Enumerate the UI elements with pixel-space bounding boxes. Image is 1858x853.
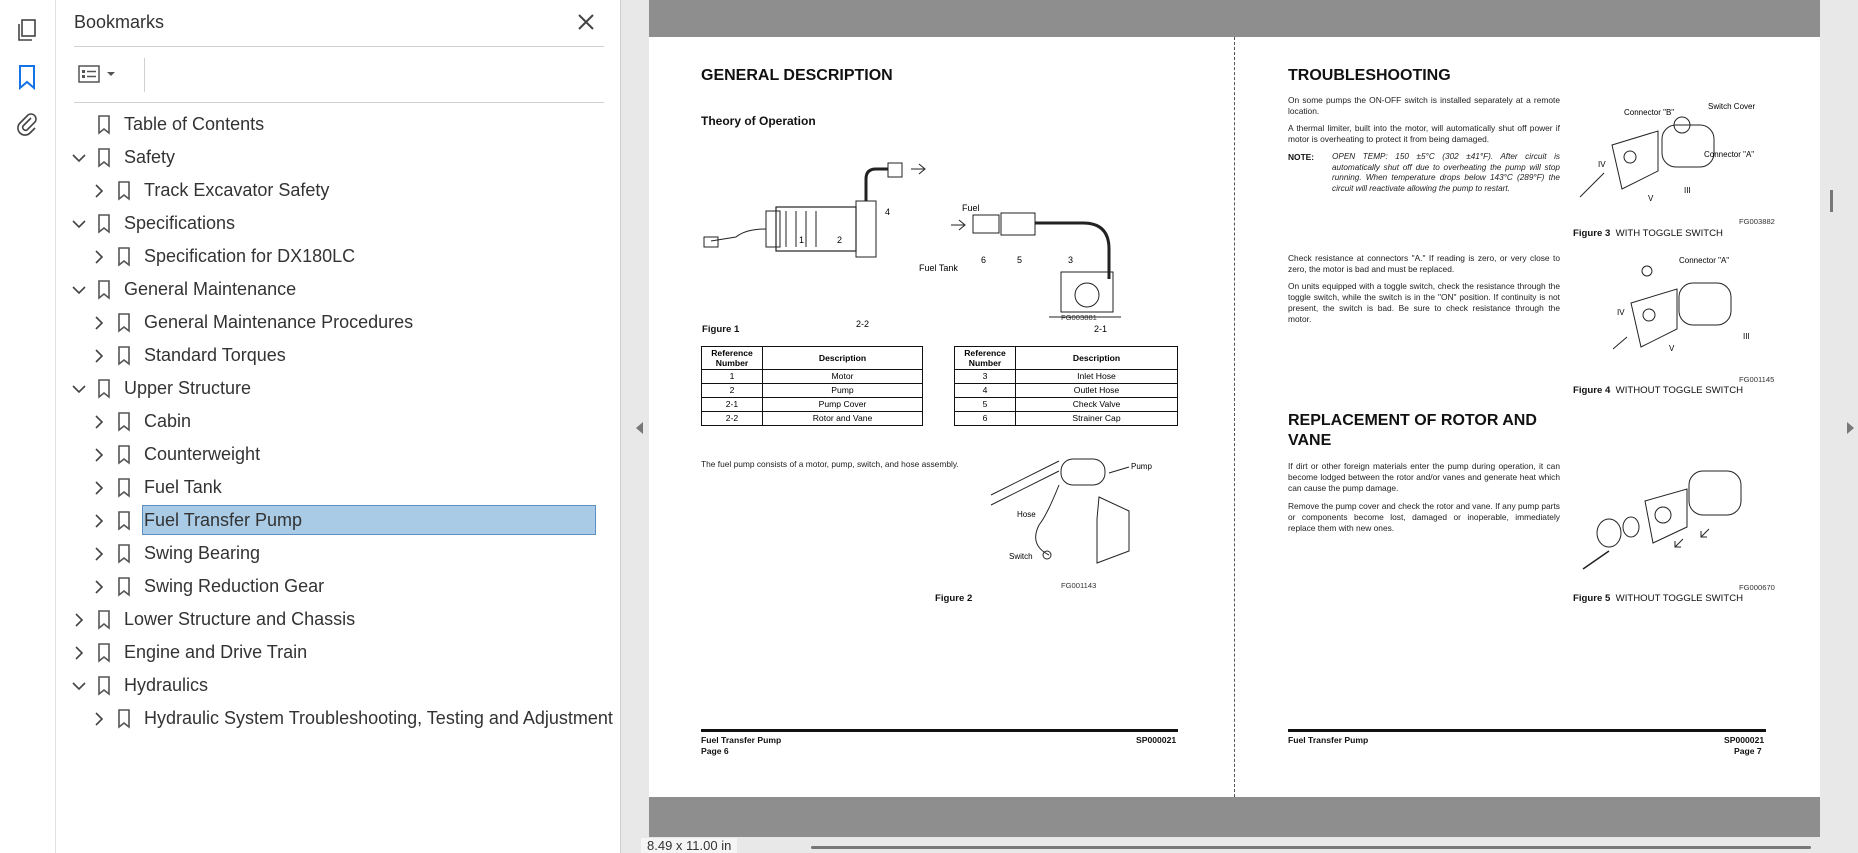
figure-3-diagram <box>1572 95 1772 215</box>
description-cell: Strainer Cap <box>1016 412 1178 426</box>
description-cell: Check Valve <box>1016 398 1178 412</box>
table1-header-ref: Reference Number <box>702 347 763 370</box>
bookmark-label: General Maintenance Procedures <box>144 312 414 332</box>
fig3-caption-text: WITH TOGGLE SWITCH <box>1615 228 1723 239</box>
figure-2-diagram <box>989 455 1189 565</box>
bookmark-icon <box>113 543 135 565</box>
chevron-right-icon[interactable] <box>88 543 110 565</box>
bookmark-icon <box>113 576 135 598</box>
table-row <box>955 384 1178 398</box>
figure-1-caption: Figure 1 <box>702 324 740 335</box>
table-row <box>702 370 923 384</box>
table-row <box>955 398 1178 412</box>
description-cell: Pump <box>763 384 923 398</box>
bookmark-tree <box>56 107 613 853</box>
fig1-label-2-2: 2-2 <box>856 319 870 329</box>
bookmark-icon <box>113 510 135 532</box>
chevron-right-icon[interactable] <box>88 246 110 268</box>
bookmark-item[interactable] <box>56 701 613 737</box>
bookmark-label: Counterweight <box>144 444 261 464</box>
reference-number-cell: 2-2 <box>702 412 763 426</box>
panel-toolbar <box>74 50 604 103</box>
fig3-label-switch-cover: Switch Cover <box>1708 102 1756 111</box>
chevron-down-icon[interactable] <box>68 675 90 697</box>
bookmark-icon <box>113 411 135 433</box>
fig1-code: FG003881 <box>1061 313 1097 322</box>
bookmark-label: Swing Reduction Gear <box>144 576 325 596</box>
chevron-right-icon[interactable] <box>88 411 110 433</box>
close-icon <box>577 13 595 31</box>
fig1-label-3: 3 <box>1068 255 1074 265</box>
theory-subheading: Theory of Operation <box>701 114 816 128</box>
fig1-label-5: 5 <box>1017 255 1023 265</box>
bookmark-item[interactable] <box>56 668 576 704</box>
bookmark-item[interactable] <box>56 107 576 143</box>
document-viewer[interactable] <box>620 0 1858 853</box>
figure-5-diagram <box>1579 459 1769 579</box>
fig3-label-v: V <box>1648 194 1654 203</box>
bookmark-item[interactable] <box>56 338 576 374</box>
troubleshooting-p3: Check resistance at connectors "A." If reading is zero, or very close to zero, the motor is bad and must be replaced. <box>1288 253 1560 274</box>
bookmark-options-button[interactable] <box>78 60 124 88</box>
fig1-label-6: 6 <box>981 255 987 265</box>
horizontal-scrollbar[interactable] <box>811 846 1811 849</box>
page-size-indicator: 8.49 x 11.00 in <box>641 838 737 853</box>
fig1-label-2-1: 2-1 <box>1094 324 1108 334</box>
bookmark-item[interactable] <box>56 470 576 506</box>
page-gap-bottom <box>649 797 1820 837</box>
bookmark-item[interactable] <box>56 239 576 275</box>
bookmark-icon <box>113 708 135 730</box>
bookmark-item[interactable] <box>56 371 576 407</box>
fig3-label-iii: III <box>1684 186 1691 195</box>
left-footer-title: Fuel Transfer Pump <box>701 735 782 745</box>
bookmark-icon <box>93 642 115 664</box>
bookmark-label: Upper Structure <box>124 378 252 398</box>
bookmark-label: Cabin <box>144 411 192 431</box>
table-row <box>702 398 923 412</box>
figure-4-caption <box>1573 385 1743 396</box>
bookmark-item[interactable] <box>56 173 576 209</box>
chevron-down-icon <box>106 69 116 79</box>
reference-number-cell: 5 <box>955 398 1016 412</box>
fuel-pump-description: The fuel pump consists of a motor, pump, switch, and hose assembly. <box>701 459 959 469</box>
panel-title: Bookmarks <box>74 12 165 32</box>
figure-4-diagram <box>1609 253 1779 365</box>
table1-header-desc: Description <box>763 347 923 370</box>
fig4-caption-label: Figure 4 <box>1573 385 1611 396</box>
reference-number-cell: 3 <box>955 370 1016 384</box>
fig2-label-pump: Pump <box>1131 462 1152 471</box>
left-footer-rule <box>701 729 1178 732</box>
table-row <box>955 370 1178 384</box>
bookmark-label: Lower Structure and Chassis <box>124 609 356 629</box>
right-footer-code: SP000021 <box>1724 735 1765 745</box>
chevron-down-icon[interactable] <box>68 213 90 235</box>
bookmark-item[interactable] <box>56 569 576 605</box>
bookmark-item[interactable] <box>56 602 576 638</box>
fig4-label-connector-a: Connector "A" <box>1679 256 1730 265</box>
bookmark-item[interactable] <box>56 206 576 242</box>
fig3-label-iv: IV <box>1598 160 1606 169</box>
description-cell: Pump Cover <box>763 398 923 412</box>
bookmark-label: Table of Contents <box>124 114 265 134</box>
bookmark-label: Specification for DX180LC <box>144 246 356 266</box>
table-row <box>702 412 923 426</box>
bookmark-label: Fuel Tank <box>144 477 222 497</box>
bookmark-icon <box>93 675 115 697</box>
bookmark-label: General Maintenance <box>124 279 297 299</box>
bookmark-icon <box>93 609 115 631</box>
right-footer-title: Fuel Transfer Pump <box>1288 735 1369 745</box>
fig5-code: FG000670 <box>1739 583 1775 592</box>
close-panel-button[interactable] <box>572 8 600 36</box>
chevron-down-icon[interactable] <box>68 147 90 169</box>
fig1-label-4: 4 <box>885 207 891 217</box>
fig2-label-switch: Switch <box>1009 552 1033 561</box>
bookmark-label: Specifications <box>124 213 236 233</box>
chevron-right-icon[interactable] <box>88 477 110 499</box>
description-cell: Outlet Hose <box>1016 384 1178 398</box>
fig4-code: FG001145 <box>1739 375 1775 384</box>
replacement-p1: If dirt or other foreign materials enter the pump during operation, it can become lodged between the rotor and/or vanes and generate heat which can cause the pump damage. <box>1288 461 1560 493</box>
fig3-label-connector-b: Connector "B" <box>1624 108 1675 117</box>
troubleshooting-p4: On units equipped with a toggle switch, check the resistance through the toggle switch, while the switch is in the "ON" position. If continuity is not present, the switch is bad. Be sure to check resistance through the motor. <box>1288 281 1560 324</box>
list-options-icon <box>78 64 102 84</box>
left-footer-code: SP000021 <box>1136 735 1177 745</box>
bookmark-label: Engine and Drive Train <box>124 642 308 662</box>
chevron-down-icon[interactable] <box>68 279 90 301</box>
bookmark-item[interactable] <box>56 404 576 440</box>
figure-2-caption: Figure 2 <box>935 593 973 604</box>
bookmark-icon <box>113 477 135 499</box>
chevron-right-icon[interactable] <box>88 180 110 202</box>
chevron-right-icon[interactable] <box>88 444 110 466</box>
troubleshooting-p2: A thermal limiter, built into the motor, will automatically shut off power if motor is overheating to protect it from being damaged. <box>1288 123 1560 144</box>
fig2-code: FG001143 <box>1061 581 1097 590</box>
bookmark-icon[interactable] <box>13 63 41 91</box>
reference-table-1 <box>701 346 923 426</box>
chevron-right-icon[interactable] <box>88 510 110 532</box>
page-gap-top <box>649 0 1820 37</box>
fig3-code: FG003882 <box>1739 217 1775 226</box>
reference-table-2 <box>954 346 1178 426</box>
description-cell: Inlet Hose <box>1016 370 1178 384</box>
reference-number-cell: 1 <box>702 370 763 384</box>
bookmark-icon <box>93 279 115 301</box>
bookmark-icon <box>93 378 115 400</box>
table2-header-ref: Reference Number <box>955 347 1016 370</box>
bookmark-label: Fuel Transfer Pump <box>142 505 596 535</box>
bookmark-icon <box>113 345 135 367</box>
chevron-right-icon[interactable] <box>68 642 90 664</box>
document-spread <box>649 37 1820 797</box>
prev-page-arrow[interactable] <box>633 418 647 438</box>
bookmark-item[interactable] <box>56 536 576 572</box>
page-divider <box>1234 37 1235 797</box>
bookmark-icon <box>93 213 115 235</box>
reference-number-cell: 2 <box>702 384 763 398</box>
chevron-right-icon[interactable] <box>88 345 110 367</box>
fig1-label-1: 1 <box>799 235 805 245</box>
troubleshooting-p1: On some pumps the ON-OFF switch is installed separately at a remote location. <box>1288 95 1560 116</box>
fig3-caption-label: Figure 3 <box>1573 228 1611 239</box>
chevron-right-icon[interactable] <box>88 708 110 730</box>
bookmark-item[interactable] <box>56 437 576 473</box>
general-description-heading: GENERAL DESCRIPTION <box>701 67 893 84</box>
note-text: OPEN TEMP: 150 ±5°C (302 ±41°F). After circuit is automatically shut off due to overheating the pump will stop running. When temperature drops below 143°C (289°F) the circuit will reactivate allowing the pump to restart. <box>1332 152 1560 193</box>
bookmark-icon <box>113 246 135 268</box>
fig4-label-iv: IV <box>1617 308 1625 317</box>
bookmark-label: Hydraulics <box>124 675 209 695</box>
bookmark-icon <box>93 114 115 136</box>
description-cell: Rotor and Vane <box>763 412 923 426</box>
bookmark-label: Hydraulic System Troubleshooting, Testing and Adjustment <box>144 708 613 728</box>
figure-5-caption <box>1573 593 1743 604</box>
fig1-label-2: 2 <box>837 235 843 245</box>
panel-header <box>74 8 604 47</box>
next-page-arrow[interactable] <box>1843 418 1857 438</box>
bookmark-label: Swing Bearing <box>144 543 261 563</box>
bookmark-icon <box>113 444 135 466</box>
toolbar-divider <box>144 58 145 92</box>
fig1-label-fuel-tank: Fuel Tank <box>919 263 958 273</box>
right-footer-rule <box>1288 729 1766 732</box>
reference-number-cell: 2-1 <box>702 398 763 412</box>
bookmark-icon <box>113 312 135 334</box>
bookmark-icon <box>93 147 115 169</box>
right-footer-page: Page 7 <box>1734 746 1762 756</box>
replacement-heading: REPLACEMENT OF ROTOR AND VANE <box>1288 412 1537 449</box>
bookmark-icon <box>113 180 135 202</box>
attachment-icon[interactable] <box>13 110 41 138</box>
bookmark-item[interactable] <box>56 305 576 341</box>
fig1-label-fuel: Fuel <box>962 203 980 213</box>
pages-icon[interactable] <box>13 16 41 44</box>
fig5-caption-label: Figure 5 <box>1573 593 1611 604</box>
chevron-down-icon[interactable] <box>68 378 90 400</box>
chevron-right-icon[interactable] <box>88 576 110 598</box>
bookmarks-panel <box>56 0 620 853</box>
fig4-caption-text: WITHOUT TOGGLE SWITCH <box>1615 385 1744 396</box>
troubleshooting-heading: TROUBLESHOOTING <box>1288 67 1451 84</box>
fig5-caption-text: WITHOUT TOGGLE SWITCH <box>1615 593 1744 604</box>
fig4-label-iii: III <box>1743 332 1750 341</box>
reference-number-cell: 4 <box>955 384 1016 398</box>
fig3-label-connector-a: Connector "A" <box>1704 150 1755 159</box>
table2-header-desc: Description <box>1016 347 1178 370</box>
bookmark-item[interactable] <box>56 635 576 671</box>
bookmark-label: Track Excavator Safety <box>144 180 330 200</box>
bookmark-item[interactable] <box>56 140 576 176</box>
bookmark-label: Safety <box>124 147 176 167</box>
fig2-label-hose: Hose <box>1017 510 1036 519</box>
chevron-right-icon[interactable] <box>68 609 90 631</box>
table-row <box>955 412 1178 426</box>
figure-3-caption <box>1573 228 1723 239</box>
bookmark-item[interactable] <box>56 503 576 539</box>
note-label: NOTE: <box>1288 152 1315 162</box>
table-row <box>702 384 923 398</box>
bookmark-item[interactable] <box>56 272 576 308</box>
viewer-scroll-marker[interactable] <box>1830 190 1833 212</box>
description-cell: Motor <box>763 370 923 384</box>
chevron-right-icon[interactable] <box>88 312 110 334</box>
fig4-label-v: V <box>1669 344 1675 353</box>
bookmark-label: Standard Torques <box>144 345 286 365</box>
replacement-p2: Remove the pump cover and check the rotor and vane. If any pump parts or components become lost, damaged or inoperable, immediately replace them with new ones. <box>1288 501 1560 533</box>
tools-rail <box>0 0 56 853</box>
reference-number-cell: 6 <box>955 412 1016 426</box>
left-footer-page: Page 6 <box>701 746 729 756</box>
